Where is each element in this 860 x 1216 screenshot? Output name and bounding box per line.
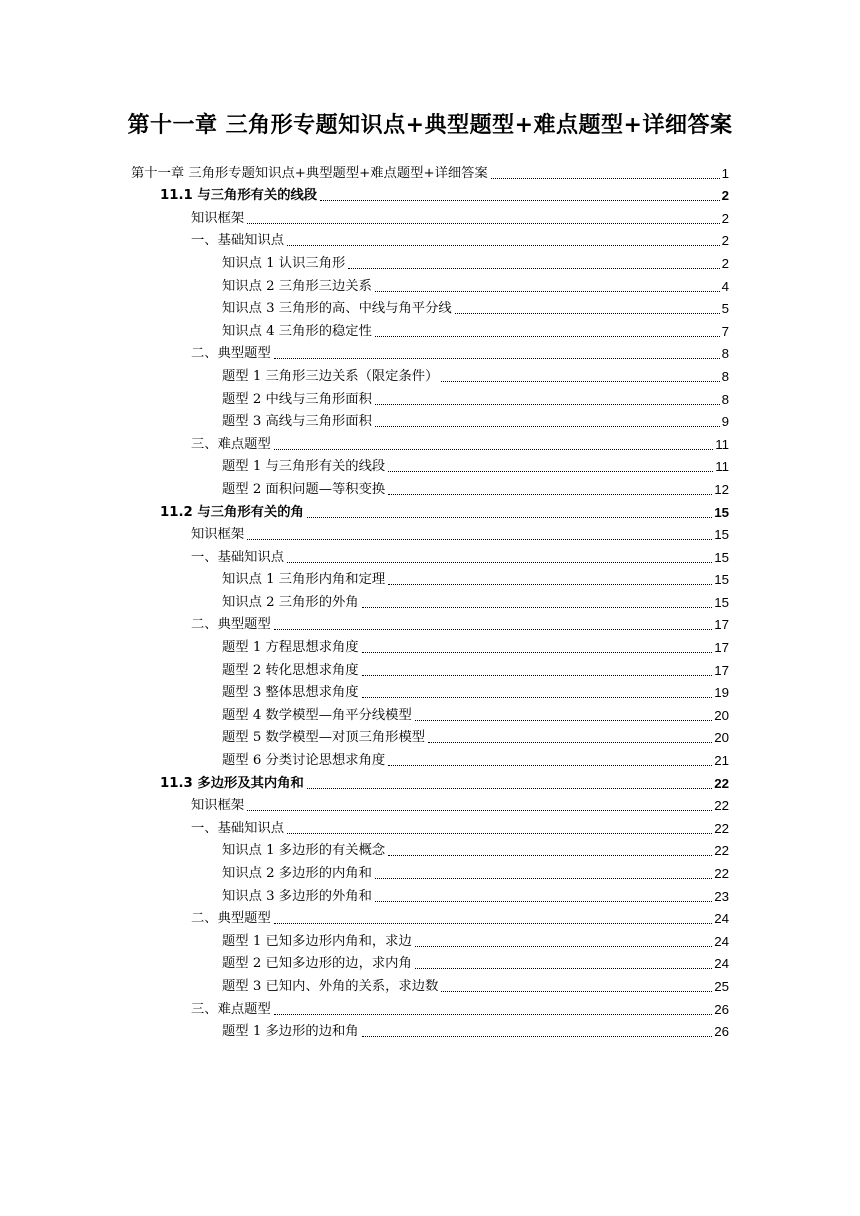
toc-dot-leader xyxy=(307,787,712,789)
toc-entry-label: 三、难点题型 xyxy=(191,1001,271,1017)
toc-page-number: 15 xyxy=(714,549,729,565)
toc-entry[interactable] xyxy=(0,251,860,274)
toc-page-number: 15 xyxy=(714,594,729,610)
toc-page-number: 23 xyxy=(714,888,729,904)
toc-entry-label: 二、典型题型 xyxy=(191,346,271,362)
toc-page-number: 15 xyxy=(714,527,729,543)
toc-dot-leader xyxy=(362,606,713,608)
toc-entry[interactable] xyxy=(0,726,860,749)
toc-page-number: 26 xyxy=(714,1024,729,1040)
toc-dot-leader xyxy=(415,945,712,947)
toc-entry-label: 知识点 2 三角形的外角 xyxy=(222,594,359,610)
toc-entry[interactable] xyxy=(0,861,860,884)
toc-entry[interactable] xyxy=(0,929,860,952)
toc-page-number: 19 xyxy=(714,685,729,701)
toc-entry-label: 知识点 3 多边形的外角和 xyxy=(222,888,372,904)
toc-entry[interactable] xyxy=(0,297,860,320)
toc-entry-label: 题型 6 分类讨论思想求角度 xyxy=(222,753,386,769)
toc-entry[interactable] xyxy=(0,997,860,1020)
toc-entry-label: 题型 2 面积问题—等积变换 xyxy=(222,481,386,497)
toc-dot-leader xyxy=(441,990,712,992)
toc-entry-label: 知识框架 xyxy=(191,798,245,814)
toc-entry[interactable] xyxy=(0,635,860,658)
toc-entry[interactable] xyxy=(0,952,860,975)
toc-dot-leader xyxy=(320,199,719,201)
toc-page-number: 22 xyxy=(714,820,729,836)
toc-page-number: 20 xyxy=(714,730,729,746)
page-title: 第十一章 三角形专题知识点+典型题型+难点题型+详细答案 xyxy=(127,112,733,138)
toc-entry[interactable] xyxy=(0,613,860,636)
toc-page-number: 4 xyxy=(721,278,729,294)
toc-entry[interactable] xyxy=(0,748,860,771)
toc-entry-label: 知识点 4 三角形的稳定性 xyxy=(222,323,372,339)
toc-entry[interactable] xyxy=(0,816,860,839)
toc-page-number: 1 xyxy=(721,165,729,181)
toc-dot-leader xyxy=(388,583,712,585)
toc-entry-label: 题型 1 方程思想求角度 xyxy=(222,640,359,656)
toc-page-number: 12 xyxy=(714,481,729,497)
toc-page-number: 26 xyxy=(714,1001,729,1017)
toc-entry[interactable] xyxy=(0,161,860,184)
toc-entry-label: 题型 3 整体思想求角度 xyxy=(222,685,359,701)
toc-entry-label: 11.3 多边形及其内角和 xyxy=(160,775,304,791)
toc-dot-leader xyxy=(375,290,720,292)
toc-page-number: 24 xyxy=(714,933,729,949)
toc-entry[interactable] xyxy=(0,500,860,523)
toc-entry[interactable] xyxy=(0,681,860,704)
toc-dot-leader xyxy=(348,267,719,269)
toc-page-number: 17 xyxy=(714,640,729,656)
toc-dot-leader xyxy=(388,764,712,766)
toc-entry[interactable] xyxy=(0,206,860,229)
toc-entry-label: 题型 1 与三角形有关的线段 xyxy=(222,459,386,475)
toc-dot-leader xyxy=(247,222,719,224)
toc-entry-label: 三、难点题型 xyxy=(191,436,271,452)
toc-dot-leader xyxy=(388,854,712,856)
toc-entry-label: 11.2 与三角形有关的角 xyxy=(160,504,304,520)
toc-dot-leader xyxy=(375,877,712,879)
toc-entry-label: 知识点 2 三角形三边关系 xyxy=(222,278,372,294)
toc-dot-leader xyxy=(428,741,712,743)
toc-entry-label: 题型 1 多边形的边和角 xyxy=(222,1024,359,1040)
toc-entry-label: 题型 2 转化思想求角度 xyxy=(222,662,359,678)
toc-dot-leader xyxy=(274,448,713,450)
toc-entry-label: 知识点 1 多边形的有关概念 xyxy=(222,843,386,859)
toc-page-number: 22 xyxy=(714,866,729,881)
toc-entry-label: 题型 2 已知多边形的边，求内角 xyxy=(222,956,412,972)
toc-page-number: 2 xyxy=(721,233,729,249)
toc-entry[interactable] xyxy=(0,974,860,997)
toc-entry[interactable] xyxy=(0,387,860,410)
toc-entry-label: 二、典型题型 xyxy=(191,911,271,927)
toc-dot-leader xyxy=(415,719,712,721)
toc-entry[interactable] xyxy=(0,839,860,862)
toc-entry-label: 知识点 3 三角形的高、中线与角平分线 xyxy=(222,301,452,317)
toc-dot-leader xyxy=(274,922,712,924)
toc-entry[interactable] xyxy=(0,590,860,613)
toc-page-number: 11 xyxy=(715,436,729,452)
toc-entry-label: 知识点 1 认识三角形 xyxy=(222,255,346,271)
toc-page-number: 8 xyxy=(721,368,729,384)
toc-page-number: 22 xyxy=(714,843,729,859)
toc-entry[interactable] xyxy=(0,545,860,568)
toc-dot-leader xyxy=(307,516,712,518)
toc-entry[interactable] xyxy=(0,794,860,817)
toc-entry-label: 题型 2 中线与三角形面积 xyxy=(222,391,372,407)
toc-page-number: 2 xyxy=(721,255,729,271)
toc-entry[interactable] xyxy=(0,703,860,726)
toc-entry[interactable] xyxy=(0,523,860,546)
toc-entry-label: 一、基础知识点 xyxy=(191,549,285,565)
toc-entry[interactable] xyxy=(0,477,860,500)
toc-dot-leader xyxy=(491,177,720,179)
toc-entry[interactable] xyxy=(0,907,860,930)
toc-dot-leader xyxy=(274,357,720,359)
toc-page-number: 17 xyxy=(714,617,729,633)
toc-entry[interactable] xyxy=(0,319,860,342)
toc-entry-label: 二、典型题型 xyxy=(191,617,271,633)
toc-page-number: 21 xyxy=(714,753,729,769)
toc-page-number: 2 xyxy=(721,210,729,226)
toc-entry-label: 一、基础知识点 xyxy=(191,233,285,249)
toc-dot-leader xyxy=(388,470,713,472)
toc-entry[interactable] xyxy=(0,432,860,455)
toc-entry-label: 题型 5 数学模型—对顶三角形模型 xyxy=(222,730,426,746)
toc-entry-label: 11.1 与三角形有关的线段 xyxy=(160,188,318,204)
toc-page-number: 5 xyxy=(721,301,729,317)
toc-dot-leader xyxy=(362,1035,713,1037)
toc-dot-leader xyxy=(375,425,720,427)
toc-page-number: 17 xyxy=(714,662,729,678)
toc-page-number: 24 xyxy=(714,956,729,972)
toc-dot-leader xyxy=(415,967,712,969)
toc-entry-label: 知识点 2 多边形的内角和 xyxy=(222,866,372,881)
toc-dot-leader xyxy=(362,674,713,676)
toc-page-number: 20 xyxy=(714,707,729,723)
toc-dot-leader xyxy=(362,696,713,698)
toc-page-number: 15 xyxy=(714,572,729,588)
toc-page-number: 22 xyxy=(714,798,729,814)
toc-entry[interactable] xyxy=(0,342,860,365)
toc-entry[interactable] xyxy=(0,568,860,591)
table-of-contents xyxy=(0,161,860,1042)
toc-entry[interactable] xyxy=(0,229,860,252)
toc-entry[interactable] xyxy=(0,455,860,478)
toc-entry-label: 题型 4 数学模型—角平分线模型 xyxy=(222,707,412,723)
toc-entry[interactable] xyxy=(0,658,860,681)
toc-entry-label: 知识点 1 三角形内角和定理 xyxy=(222,572,386,588)
toc-dot-leader xyxy=(375,335,720,337)
toc-entry-label: 题型 1 已知多边形内角和，求边 xyxy=(222,933,412,949)
toc-dot-leader xyxy=(274,1013,712,1015)
toc-entry-label: 题型 3 高线与三角形面积 xyxy=(222,414,372,430)
toc-dot-leader xyxy=(441,380,719,382)
toc-dot-leader xyxy=(274,628,712,630)
toc-dot-leader xyxy=(362,651,713,653)
toc-entry-label: 题型 3 已知内、外角的关系，求边数 xyxy=(222,978,439,994)
toc-page-number: 11 xyxy=(715,459,729,475)
toc-page-number: 2 xyxy=(721,188,729,204)
toc-entry[interactable] xyxy=(0,410,860,433)
toc-entry-label: 知识框架 xyxy=(191,210,245,226)
toc-dot-leader xyxy=(388,493,712,495)
toc-page-number: 22 xyxy=(714,775,729,791)
toc-entry-label: 知识框架 xyxy=(191,527,245,543)
toc-entry[interactable] xyxy=(0,771,860,794)
toc-page-number: 8 xyxy=(721,391,729,407)
toc-entry[interactable] xyxy=(0,274,860,297)
toc-page-number: 9 xyxy=(721,414,729,430)
toc-dot-leader xyxy=(375,900,712,902)
toc-dot-leader xyxy=(247,538,712,540)
toc-entry[interactable] xyxy=(0,1020,860,1043)
toc-dot-leader xyxy=(455,312,720,314)
toc-page-number: 24 xyxy=(714,911,729,927)
toc-entry[interactable] xyxy=(0,884,860,907)
toc-page-number: 15 xyxy=(714,504,729,520)
toc-page-number: 7 xyxy=(721,323,729,339)
toc-dot-leader xyxy=(247,809,712,811)
toc-entry[interactable] xyxy=(0,184,860,207)
toc-entry-label: 一、基础知识点 xyxy=(191,820,285,836)
toc-page-number: 8 xyxy=(721,346,729,362)
toc-entry[interactable] xyxy=(0,364,860,387)
toc-entry-label: 题型 1 三角形三边关系（限定条件） xyxy=(222,368,439,384)
toc-dot-leader xyxy=(287,561,712,563)
toc-dot-leader xyxy=(375,403,720,405)
toc-page-number: 25 xyxy=(714,978,729,994)
toc-dot-leader xyxy=(287,832,712,834)
toc-entry-label: 第十一章 三角形专题知识点+典型题型+难点题型+详细答案 xyxy=(131,165,488,181)
toc-dot-leader xyxy=(287,244,720,246)
